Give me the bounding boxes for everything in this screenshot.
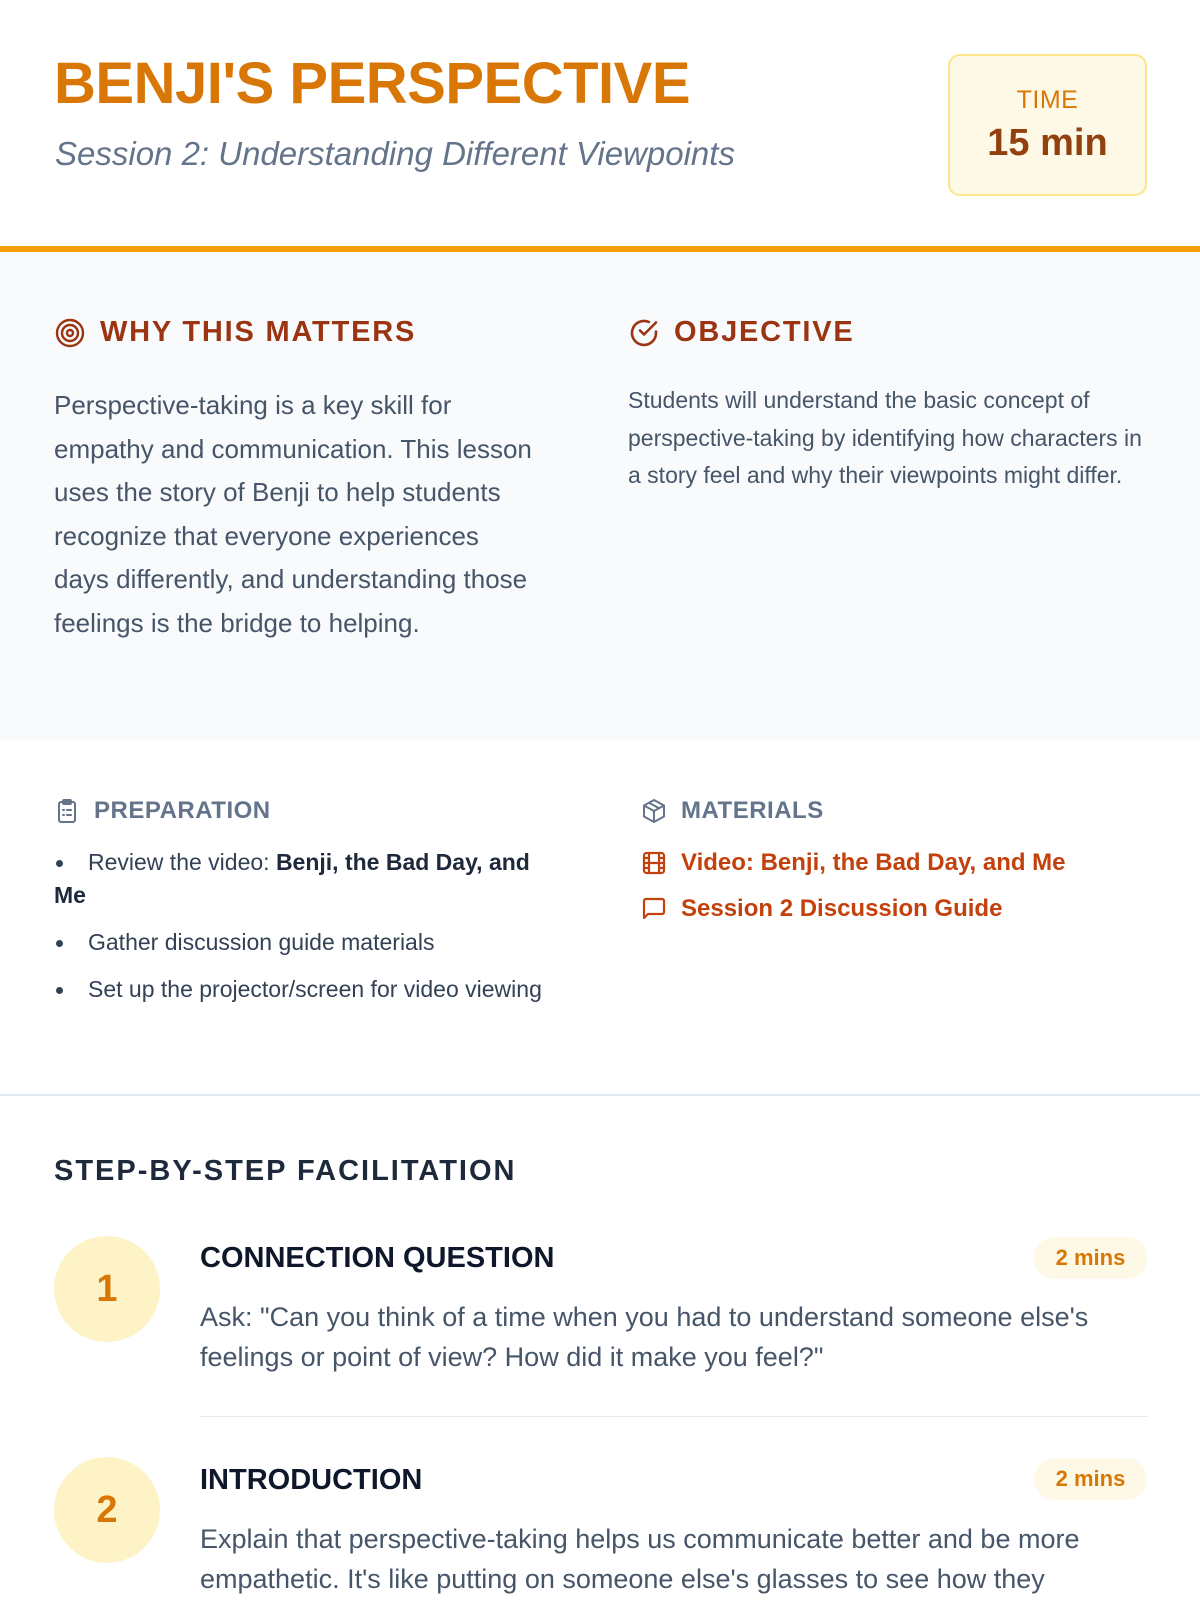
step-separator [200,1416,1147,1417]
page-title: BENJI'S PERSPECTIVE [54,51,691,116]
target-icon [54,317,86,349]
lesson-header [0,0,1200,252]
list-item [54,926,564,959]
clipboard-icon [54,798,80,824]
step-title: CONNECTION QUESTION [200,1242,555,1274]
step-text: Ask: "Can you think of a time when you had to understand someone else's feelings or point of view? How did it make you feel?" [200,1302,1089,1372]
page-subtitle: Session 2: Understanding Different Viewpoints [55,135,735,172]
materials-heading-label: MATERIALS [681,797,824,824]
why-heading-label: WHY THIS MATTERS [100,316,417,348]
box-icon [641,798,667,824]
preparation-list [54,846,564,1020]
time-value: 15 min [987,122,1108,164]
material-label: Video: Benji, the Bad Day, and Me [681,849,1066,876]
step-number-badge: 1 [54,1236,160,1342]
list-item [54,973,564,1006]
materials-heading [641,797,824,825]
step-duration-badge: 2 mins [1034,1458,1147,1500]
objective-heading [628,316,855,349]
objective-text: Students will understand the basic concept of perspective-taking by identifying how characters in a story feel and why their viewpoints might differ. [628,387,1142,488]
check-circle-icon [628,317,660,349]
preparation-heading [54,797,271,825]
step-number-badge: 2 [54,1457,160,1563]
material-link-guide[interactable] [641,895,1002,923]
preparation-heading-label: PREPARATION [94,797,271,824]
chat-icon [641,896,667,922]
material-label: Session 2 Discussion Guide [681,895,1003,922]
why-heading [54,316,416,349]
prep-item-text: Gather discussion guide materials [88,929,435,955]
step-text: Explain that perspective-taking helps us communicate better and be more empathetic. It's like putting on someone else's glasses to see how they [200,1524,1080,1594]
step-duration-badge: 2 mins [1034,1237,1147,1279]
list-item [54,846,564,912]
prep-item-text: Review the video: [88,849,276,875]
why-text: Perspective-taking is a key skill for empathy and communication. This lesson uses the story of Benji to help students recognize that everyone experiences days differently, and understanding those feelings is the bridge to helping. [54,390,532,638]
film-icon [641,850,667,876]
step-title: INTRODUCTION [200,1464,423,1496]
time-card [948,54,1147,196]
material-link-video[interactable] [641,849,1066,877]
steps-heading: STEP-BY-STEP FACILITATION [54,1155,517,1187]
section-divider [0,1094,1200,1096]
prep-item-bold: Benji, the Bad Day, and Me [54,849,530,908]
prep-item-text: Set up the projector/screen for video viewing [88,976,542,1002]
time-label: TIME [1016,86,1079,114]
objective-heading-label: OBJECTIVE [674,316,855,348]
